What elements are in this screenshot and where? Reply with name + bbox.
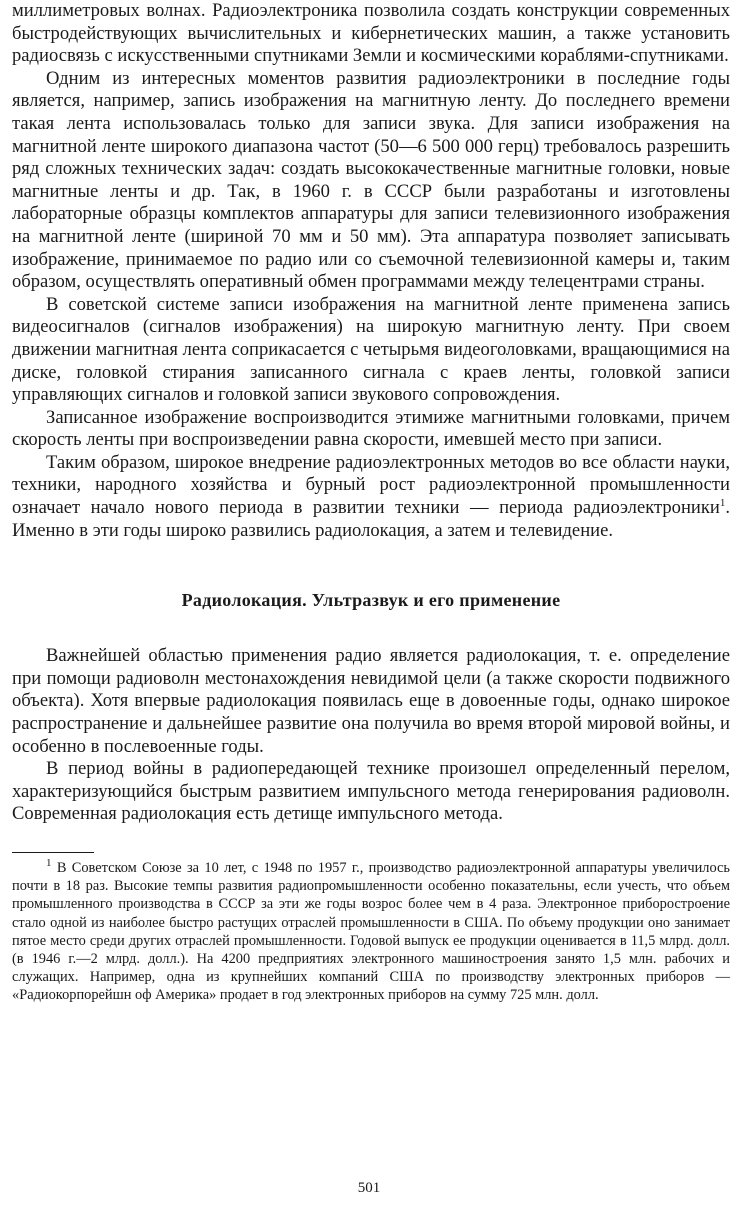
section-title: Радиолокация. Ультразвук и его применение [181, 590, 561, 611]
footnote-divider [12, 852, 94, 853]
paragraph-text: Таким образом, широкое внедрение радиоэлектронных методов во все области науки, техники, народного хозяйства и бурный рост радиоэлектронной промышленности означает начало нового периода в развитии техники — периода радиоэлектроники [12, 451, 730, 519]
paragraph-with-footnote-ref [12, 452, 730, 542]
paragraph: Важнейшей областью применения радио является радиолокация, т. е. определение при помощи радиоволн местонахождения невидимой цели (а также скорости подвижного объекта). Хотя впервые радиолокация появилась еще в довоенные годы, однако широкое распространение и дальнейшее развитие она получила во время второй мировой войны, и особенно в послевоенные годы. [12, 645, 730, 757]
paragraph: миллиметровых волнах. Радиоэлектроника позволила создать конструкции современных быстродействующих вычислительных и кибернетических машин, а также установить радиосвязь с искусственными спутниками Земли и космическими кораблями-спутниками. [12, 0, 730, 67]
body-text [12, 0, 730, 542]
paragraph: В период войны в радиопередающей технике произошел определенный перелом, характеризующийся быстрым развитием импульсного метода генерирования радиоволн. Современная радиолокация есть детище импульсного метода. [12, 758, 730, 825]
footnote [12, 859, 730, 1005]
footnote-reference: 1 [719, 496, 726, 509]
paragraph: Записанное изображение воспроизводится этимиже магнитными головками, причем скорость ленты при воспроизведении равна скорости, имевшей место при записи. [12, 406, 730, 451]
page-number: 501 [357, 1180, 381, 1196]
paragraph: Одним из интересных моментов развития радиоэлектроники в последние годы является, например, запись изображения на магнитную ленту. До последнего времени такая лента использовалась только для записи звука. Для записи изображения на магнитной ленте широкого диапазона частот (50—6 500 000 герц) требовалось разрешить ряд сложных технических задач: создать высококачественные магнитные головки, новые магнитные ленты и др. Так, в 1960 г. в СССР были разработаны и изготовлены лабораторные образцы комплектов аппаратуры для записи телевизионного изображения на магнитной ленте (шириной 70 мм и 50 мм). Эта аппаратура позволяет записывать изображение, принимаемое по радио или со съемочной телевизионной камеры и, таким образом, осуществлять оперативный обмен программами между телецентрами страны. [12, 67, 730, 293]
footnote-text: В Советском Союзе за 10 лет, с 1948 по 1957 г., производство радиоэлектронной аппаратуры увеличилось почти в 18 раз. Высокие темпы развития радиопромышленности особенно показательны, если учесть, что объем промышленного производства в СССР за эти же годы возрос более чем в 4 раза. Электронное приборостроение стало одной из наиболее быстро растущих отраслей промышленности в США. По объему продукции оно занимает пятое место среди других отраслей промышленности. Годовой выпуск ее продукции оценивается в 11,5 млрд. долл. (в 1946 г.—2 млрд. долл.). На 4200 предприятиях электронного машиностроения занято 1,5 млн. рабочих и служащих. Например, одна из крупнейших компаний США по производству электронных приборов — «Радиокорпорейшн оф Америка» продает в год электронных приборов на сумму 725 млн. долл. [12, 860, 730, 1004]
paragraph: В советской системе записи изображения на магнитной ленте применена запись видеосигналов (сигналов изображения) на широкую магнитную ленту. При своем движении магнитная лента соприкасается с четырьмя видеоголовками, вращающимися на диске, головкой стирания записанного сигнала с краев ленты, головкой записи управляющих сигналов и головкой записи звукового сопровождения. [12, 293, 730, 406]
section-body [12, 645, 730, 826]
footnote-mark: 1 [46, 857, 52, 870]
paragraph-text-continued: . Именно в эти годы широко развились радиолокация, а затем и телевидение. [12, 497, 730, 541]
